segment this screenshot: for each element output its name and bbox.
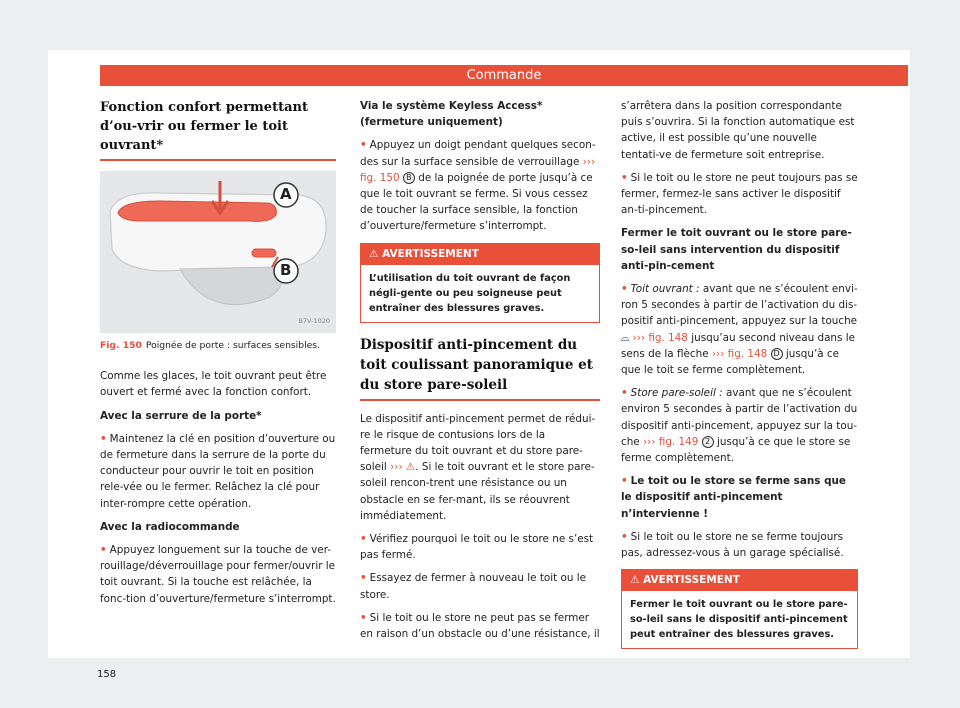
bullet-still-open [621,170,858,219]
fig-ref-link[interactable]: ››› fig. 149 [643,435,699,448]
warning-box-1 [360,243,600,323]
page-number: 158 [97,669,117,680]
bullet-text: Appuyez longuement sur la touche de ver-rouillage/déverrouillage pour fermer/ouvrir le toit ouvrant. Si la touche est relâchée, la fonc-tion d’ouverture/fermeture s’interrompt. [100,544,336,605]
bullet-dot: • [621,530,628,543]
bullet-text: Vérifiez pourquoi le toit ou le store ne s’est pas fermé. [360,533,594,562]
figure-caption [100,338,336,354]
intro-text: Comme les glaces, le toit ouvrant peut être ouvert et fermé avec la fonction confort. [100,370,327,399]
section-rule [100,159,336,161]
bullet-dot: • [621,171,628,184]
bullet-toit [621,281,858,378]
bullet-store [621,385,858,466]
bullet-text: avant que ne s’écoulent environ 5 secondes à partir de l’activation du dispositif anti-pincement, appuyez sur la tou-che [621,387,858,448]
section-rule [360,399,600,401]
section-title-antipinch: Dispositif anti-pincement du toit coulissant panoramique et du store pare-soleil [360,336,593,393]
bullet-dot: • [360,533,367,546]
warning-ref-link[interactable]: ››› [390,461,403,474]
warning-box-2 [621,569,858,649]
bullet-text: Essayez de fermer à nouveau le toit ou le store. [360,572,587,601]
bullet-dot: • [621,283,628,296]
bullet-text: Maintenez la clé en position d’ouverture ou de fermeture dans la serrure de la porte du conducteur pour ouvrir le toit en position rele-vée ou le fermer. Relâchez la clé pour inter-rompre cette opération. [100,432,336,510]
section-title-comfort: Fonction confort permettant d’ou-vrir ou fermer le toit ouvrant* [100,100,308,153]
caption-text: Poignée de porte : surfaces sensibles. [145,340,320,351]
page-header: Commande [100,65,908,86]
callout-2: 2 [702,436,714,448]
column-3 [621,98,858,661]
bullet-dot: • [621,475,628,488]
warning-icon: ⚠ [369,247,383,260]
bullet-retry [360,570,600,602]
bullet-text: Le toit ou le store se ferme sans que le dispositif anti-pincement n’intervienne ! [621,475,846,520]
bullet-door-lock [100,431,336,512]
bullet-dot: • [360,139,367,152]
bullet-label: Store pare-soleil : [630,387,723,400]
bullet-obstacle [360,610,600,642]
warning-body: Fermer le toit ouvrant ou le store pare-so-leil sans le dispositif anti-pincement peut entraîner des blessures graves. [630,599,848,641]
bullet-no-antipinch [621,473,858,522]
warning-icon: ⚠ [630,574,644,587]
subheading-door-lock: Avec la serrure de la porte* [100,409,262,422]
bullet-remote [100,542,336,607]
bullet-dot: • [100,544,107,557]
warning-title: AVERTISSEMENT [382,247,479,260]
fig-ref-link[interactable]: ››› fig. 150 [360,155,596,184]
column-1 [100,98,336,614]
warning-header [361,244,599,265]
figure-number: Fig. 150 [100,340,142,351]
label-a: A [280,185,292,203]
bullet-dot: • [360,572,367,585]
warning-body: L’utilisation du toit ouvrant de façon négli-gente ou peu soigneuse peut entraîner des blessures graves. [369,272,571,314]
subheading-keyless: Via le système Keyless Access* (fermeture uniquement) [360,100,543,129]
fig-ref-link-2[interactable]: ››› fig. 148 [711,347,768,360]
figure-code: B7V-1020 [298,316,330,325]
warning-header [622,570,857,591]
continuation-text: s’arrêtera dans la position correspondante puis s’ouvrira. Si la fonction automatique est active, il est possible qu’une nouvelle tentati-ve de fermeture soit entreprise. [621,100,855,161]
bullet-keyless [360,137,600,234]
callout-d: D [771,348,783,360]
door-handle-illustration [100,171,336,333]
warning-triangle-icon: ⚠ [405,461,416,474]
door-handle-figure [100,171,336,333]
bullet-verify [360,531,600,563]
para-text: . Si le toit ouvrant et le store pare-soleil rencon-trent une résistance ou un obstacle en se fer-mant, ils se réouvrent immédiatement. [360,461,595,522]
bullet-text: Si le toit ou le store ne se ferme toujours pas, adressez-vous à un garage spécialisé. [621,530,844,560]
bullet-text: Appuyez un doigt pendant quelques secon-des sur la surface sensible de verrouillage [360,139,596,168]
bullet-text: avant que ne s’écoulent envi-ron 5 secondes à partir de l’activation du dis-positif anti-pincement, appuyez sur la touche [621,283,858,328]
bullet-dot: • [100,432,107,445]
bullet-garage [621,529,858,561]
bullet-label: Toit ouvrant : [630,283,700,296]
callout-b: B [403,172,415,184]
bullet-dot: • [360,611,367,624]
fig-ref-link[interactable]: ››› fig. 148 [632,331,688,344]
label-b: B [280,261,292,279]
bullet-text: Si le toit ou le store ne peut pas se fermer en raison d’un obstacle ou d’une résistance, il [360,611,600,641]
bullet-dot: • [621,387,628,400]
bullet-text: Si le toit ou le store ne peut toujours pas se fermer, fermez-le sans activer le dispositif an-ti-pincement. [621,171,858,217]
switch-symbol-icon: ⌓ [621,331,630,344]
bullet-text: jusqu’à ce que le toit se ferme complètement. [621,347,840,377]
subheading-remote: Avec la radiocommande [100,520,240,533]
page [48,50,910,680]
antipinch-intro [360,411,600,524]
bullet-text: de la poignée de porte jusqu’à ce que le toit ouvrant se ferme. Si vous cessez de toucher la surface sensible, la fonction d’ouverture/fermeture s’interrompt. [360,171,593,233]
subheading-close-without: Fermer le toit ouvrant ou le store pare-so-leil sans intervention du dispositif anti-pin-cement [621,227,852,272]
bullet-text: jusqu’au second niveau dans le sens de la flèche [621,331,856,360]
warning-title: AVERTISSEMENT [643,574,740,587]
para-text: Le dispositif anti-pincement permet de rédui-re le risque de contusions lors de la fermeture du toit ouvrant et du store pare-soleil [360,412,596,474]
column-2 [360,98,600,649]
bullet-text: jusqu’à ce que le store se ferme complètement. [621,435,851,465]
